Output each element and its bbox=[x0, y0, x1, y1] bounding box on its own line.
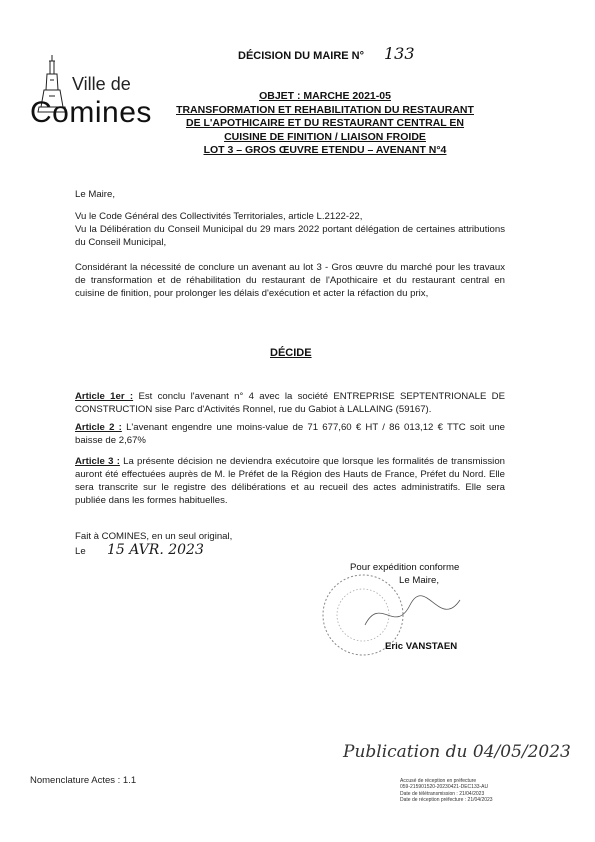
objet-line-4: CUISINE DE FINITION / LIAISON FROIDE bbox=[224, 130, 426, 143]
decision-number: 133 bbox=[384, 44, 415, 63]
date-label: Le bbox=[75, 546, 86, 557]
objet-line-3: DE L'APOTHICAIRE ET DU RESTAURANT CENTRAL EN bbox=[185, 117, 465, 129]
fait-a: Fait à COMINES, en un seul original, bbox=[75, 531, 233, 542]
signature-conforme: Pour expédition conforme bbox=[350, 562, 460, 573]
article-3-text: La présente décision ne deviendra exécutoire que lorsque les formalités de transmission auront été effectuées auprès de M. le Préfet de la Région des Hauts de France, Préfet du Nord. Elle sera transcrite sur le registre des délibérations et au recueil des actes administratifs. Elle sera publiée dans les formes habituelles. bbox=[75, 456, 505, 506]
article-1 bbox=[75, 390, 505, 416]
logo-ville-de: Ville de bbox=[72, 74, 131, 94]
considerant: Considérant la nécessité de conclure un avenant au lot 3 - Gros œuvre du marché pour les travaux de transformation et de réhabilitation du restaurant de l'Apothicaire et du restaurant central en cuisine de finition, pour prolonger les délais d'exécution et acter la réfaction du prix, bbox=[75, 262, 505, 299]
signature-le-maire: Le Maire, bbox=[399, 575, 439, 586]
article-3 bbox=[75, 455, 505, 507]
vu-code: Vu le Code Général des Collectivités Territoriales, article L.2122-22, bbox=[75, 211, 363, 222]
article-2 bbox=[75, 421, 505, 447]
salutation: Le Maire, bbox=[75, 189, 115, 200]
date-stamp: 15 AVR. 2023 bbox=[107, 542, 204, 558]
objet-line-2: TRANSFORMATION ET REHABILITATION DU RESTAURANT bbox=[176, 103, 474, 116]
decision-title: DÉCISION DU MAIRE N° bbox=[238, 50, 365, 62]
acc-line: Date de réception préfecture : 21/04/2023 bbox=[400, 797, 493, 804]
decide-heading: DÉCIDE bbox=[270, 347, 312, 359]
article-2-text: L'avenant engendre une moins-value de 71 677,60 € HT / 86 013,12 € TTC soit une baisse de 2,67% bbox=[75, 422, 505, 446]
article-3-label: Article 3 : bbox=[75, 456, 120, 467]
vu-deliberation: Vu la Délibération du Conseil Municipal du 29 mars 2022 portant délégation de certaines attributions du Conseil Municipal, bbox=[75, 224, 505, 248]
article-1-text: Est conclu l'avenant n° 4 avec la société ENTREPRISE SEPTENTRIONALE DE CONSTRUCTION sise Parc d'Activités Ronnel, rue du Gabiot à LALLAING (59167). bbox=[75, 391, 505, 415]
objet-line-1: OBJET : MARCHE 2021-05 bbox=[259, 90, 391, 102]
acc-line: Accusé de réception en préfecture bbox=[400, 778, 477, 784]
publication-handwritten: Publication du 04/05/2023 bbox=[343, 742, 571, 762]
accuse-reception-block bbox=[400, 778, 580, 804]
signature-scribble bbox=[360, 585, 470, 640]
acc-line: Date de télétransmission : 21/04/2023 bbox=[400, 790, 485, 797]
signatory-name: Eric VANSTAEN bbox=[385, 641, 458, 652]
article-2-label: Article 2 : bbox=[75, 422, 122, 433]
article-1-label: Article 1er : bbox=[75, 391, 134, 402]
acc-line: 059-215901520-20230421-DEC133-AU bbox=[400, 784, 489, 791]
logo-comines: Comines bbox=[30, 96, 152, 129]
nomenclature-actes: Nomenclature Actes : 1.1 bbox=[30, 775, 137, 786]
objet-block bbox=[160, 90, 490, 158]
date-line bbox=[75, 544, 505, 558]
objet-line-5: LOT 3 – GROS ŒUVRE ETENDU – AVENANT N°4 bbox=[203, 144, 447, 156]
